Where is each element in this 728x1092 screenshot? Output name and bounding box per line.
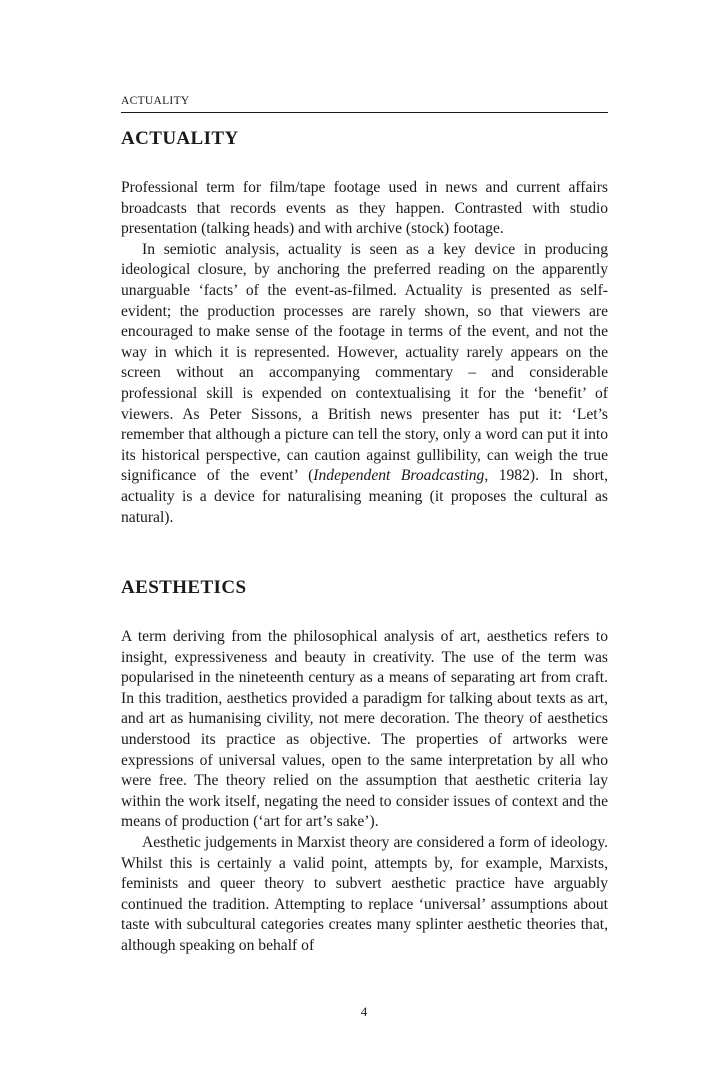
entry-body-actuality — [121, 178, 608, 528]
entry-heading-actuality: ACTUALITY — [121, 128, 239, 149]
page-number: 4 — [360, 1004, 368, 1019]
running-head: ACTUALITY — [121, 95, 608, 113]
paragraph: In semiotic analysis, actuality is seen as a key device in producing ideological closure, by anchoring the preferred reading on the apparently unarguable ‘facts’ of the event-as-filmed. Actuality is presented as self-evident; the production processes are rarely shown, so that viewers are encouraged to make sense of the footage in terms of the event, and not the way in which it is represented. However, actuality rarely appears on the screen without an accompanying commentary – and considerable professional skill is expended on contextualising it for the ‘benefit’ of viewers. As Peter Sissons, a British news presenter has put it: ‘Let’s remember that although a picture can tell the story, only a word can put it into its historical perspective, can caution against gullibility, can weigh the true significance of the event’ (Independent Broadcasting, 1982). In short, actuality is a device for naturalising meaning (it proposes the cultural as natural). — [121, 240, 609, 526]
paragraph: Aesthetic judgements in Marxist theory are considered a form of ideology. Whilst this is certainly a valid point, attempts by, for example, Marxists, feminists and queer theory to subvert aesthetic practice have arguably continued the tradition. Attempting to replace ‘universal’ assumptions about taste with subcultural categories creates many splinter aesthetic theories that, although speaking on behalf of — [121, 833, 608, 954]
paragraph: A term deriving from the philosophical analysis of art, aesthetics refers to insight, expressiveness and beauty in creativity. The use of the term was popularised in the nineteenth century as a means of separating art from craft. In this tradition, aesthetics provided a paradigm for talking about texts as art, and art as humanising civility, not mere decoration. The theory of aesthetics understood its practice as objective. The properties of artworks were expressions of universal values, open to the same interpretation by all who were free. The theory relied on the assumption that aesthetic criteria lay within the work itself, negating the need to consider issues of context and the means of production (‘art for art’s sake’). — [121, 628, 608, 831]
entry-body-aesthetics — [121, 627, 608, 957]
paragraph: Professional term for film/tape footage used in news and current affairs broadcasts that records events as they happen. Contrasted with studio presentation (talking heads) and with archive (stock) footage. — [121, 179, 608, 238]
publication-title: Independent Broadcasting — [313, 467, 485, 485]
entry-heading-aesthetics: AESTHETICS — [121, 577, 247, 598]
